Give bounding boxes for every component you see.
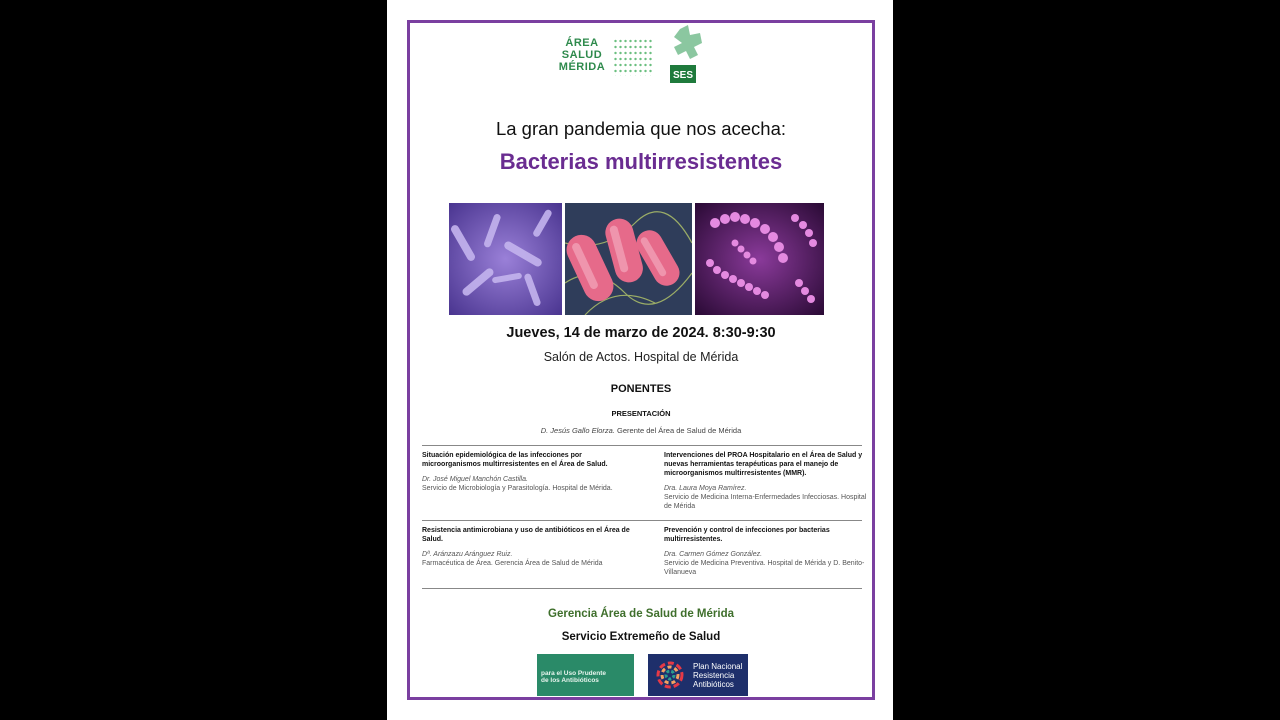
logo2-line2: Resistencia	[693, 671, 735, 680]
logo-text-line2: SALUD	[561, 49, 603, 61]
talk-2	[664, 451, 874, 511]
talk-1-affiliation: Servicio de Microbiología y Parasitología. Hospital de Mérida.	[422, 485, 613, 492]
plan-nacional-ring-icon	[654, 659, 686, 691]
presentation-role: Gerente del Área de Salud de Mérida	[617, 426, 742, 435]
streptococci-image	[695, 203, 824, 315]
event-date: Jueves, 14 de marzo de 2024. 8:30-9:30	[506, 325, 776, 341]
presentation-name: D. Jesús Gallo Elorza.	[540, 426, 615, 435]
uso-prudente-logo-text	[541, 670, 606, 684]
presentation-speaker	[410, 426, 872, 435]
event-venue: Salón de Actos. Hospital de Mérida	[543, 350, 739, 364]
talk-1-title: Situación epidemiológica de las infecciones por microorganismos multirresistentes en el Área de Salud.	[422, 452, 608, 468]
ses-logo-text: SES	[672, 70, 694, 81]
title-line2: Bacterias multirresistentes	[499, 149, 783, 174]
talk-3-speaker: Dª. Aránzazu Aránguez Ruiz.	[422, 551, 513, 558]
talk-1-speaker: Dr. José Miguel Manchón Castilla.	[422, 476, 528, 483]
presentation-label: PRESENTACIÓN	[611, 409, 671, 418]
logo2-line3: Antibióticos	[693, 680, 734, 689]
plan-nacional-logo	[648, 654, 748, 696]
logo2-line1: Plan Nacional	[693, 662, 743, 671]
talk-3-affiliation: Farmacéutica de Área. Gerencia Área de Salud de Mérida	[422, 560, 603, 567]
talk-1	[422, 451, 632, 493]
divider-top	[422, 445, 862, 446]
talk-3-title: Resistencia antimicrobiana y uso de antibióticos en el Área de Salud.	[422, 527, 630, 543]
logo1-line2: de los Antibióticos	[541, 677, 599, 684]
rod-bacteria-image	[565, 203, 692, 315]
talk-2-speaker: Dra. Laura Moya Ramírez.	[664, 485, 747, 492]
talk-4	[664, 526, 874, 577]
plan-nacional-text	[693, 662, 742, 689]
talk-4-title: Prevención y control de infecciones por bacterias multirresistentes.	[664, 527, 830, 543]
servicio-text: Servicio Extremeño de Salud	[561, 631, 721, 643]
area-salud-merida-logo	[557, 37, 607, 73]
logo-text-line3: MÉRIDA	[558, 61, 606, 73]
bacilli-image	[449, 203, 562, 315]
gerencia-text: Gerencia Área de Salud de Mérida	[548, 608, 734, 620]
logo1-line1: para el Uso Prudente	[541, 670, 607, 677]
logo-text-line1: ÁREA	[565, 37, 599, 49]
uso-prudente-logo	[537, 654, 634, 696]
divider-bottom	[422, 588, 862, 589]
talk-4-affiliation: Servicio de Medicina Preventiva. Hospital de Mérida y D. Benito-Villanueva	[664, 560, 865, 576]
document-page	[387, 0, 893, 720]
logo-dots-pattern	[613, 38, 653, 76]
talk-2-affiliation: Servicio de Medicina Interna-Enfermedades Infecciosas. Hospital de Mérida	[664, 494, 867, 510]
ses-logo	[668, 25, 704, 85]
divider-middle	[422, 520, 862, 521]
talk-2-title: Intervenciones del PROA Hospitalario en el Área de Salud y nuevas herramientas terapéuticas para el manejo de microorganismos multirresistentes (MMR).	[664, 452, 863, 477]
poster-frame	[407, 20, 875, 700]
speakers-heading: PONENTES	[610, 383, 672, 395]
talk-4-speaker: Dra. Carmen Gómez González.	[664, 551, 763, 558]
talk-3	[422, 526, 632, 568]
title-line1: La gran pandemia que nos acecha:	[495, 118, 787, 139]
